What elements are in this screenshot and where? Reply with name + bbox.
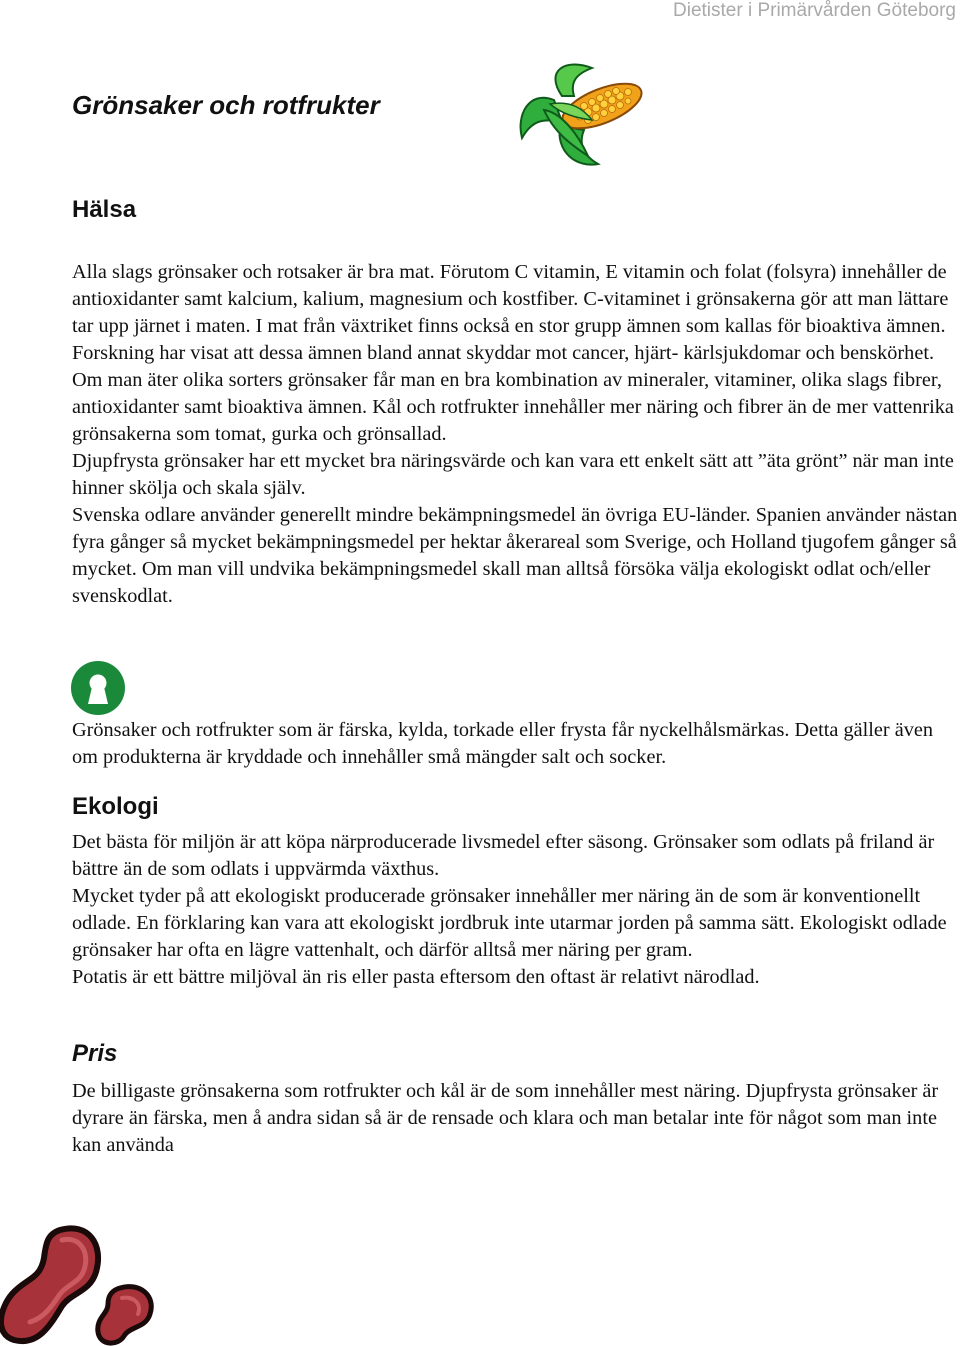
- section-heading-halsa: Hälsa: [72, 196, 137, 223]
- header-organization: Dietister i Primärvården Göteborg: [673, 0, 956, 21]
- paragraph: Djupfrysta grönsaker har ett mycket bra näringsvärde och kan vara ett enkelt sätt att ”äta grönt” när man inte hinner skölja och skala själv.: [72, 450, 954, 499]
- page-title: Grönsaker och rotfrukter: [72, 90, 380, 120]
- beans-icon: [0, 1222, 160, 1346]
- section-heading-pris: Pris: [72, 1040, 118, 1067]
- paragraph: Mycket tyder på att ekologiskt producerade grönsaker innehåller mer näring än de som är konventionellt odlade. En förklaring kan vara att ekologiskt jordbruk inte utarmar jorden på samma sätt. Ekologiskt odlade grönsaker har ofta en lägre vattenhalt, och därför alltså mer näring per gram.: [72, 885, 947, 961]
- corn-icon: [514, 60, 649, 172]
- paragraph: Svenska odlare använder generellt mindre bekämpningsmedel än övriga EU-länder. Spanien använder nästan fyra gånger så mycket bekämpningsmedel per hektar åkerareal som Sverige, och Holland tjugofem gånger så mycket. Om man vill undvika bekämpningsmedel skall man alltså försöka välja ekologiskt odlat och/eller svenskodlat.: [72, 504, 958, 607]
- keyhole-icon: [70, 660, 126, 716]
- keyhole-text: [72, 717, 960, 771]
- paragraph: Potatis är ett bättre miljöval än ris eller pasta eftersom den oftast är relativt närodlad.: [72, 966, 760, 988]
- section-body-pris: [72, 1078, 960, 1159]
- section-heading-ekologi: Ekologi: [72, 793, 159, 820]
- paragraph: Det bästa för miljön är att köpa närproducerade livsmedel efter säsong. Grönsaker som odlats på friland är bättre än de som odlats i uppvärmda växthus.: [72, 831, 935, 880]
- section-body-ekologi: [72, 829, 960, 991]
- section-body-halsa: [72, 259, 960, 610]
- paragraph: Alla slags grönsaker och rotsaker är bra mat. Förutom C vitamin, E vitamin och folat (folsyra) innehåller de antioxidanter samt kalcium, kalium, magnesium och kostfiber. C-vitaminet i grönsakerna gör att man lättare tar upp järnet i maten. I mat från växtriket finns också en stor grupp ämnen som kallas för bioaktiva ämnen. Forskning har visat att dessa ämnen bland annat skyddar mot cancer, hjärt- kärlsjukdomar och benskörhet. Om man äter olika sorters grönsaker får man en bra kombination av mineraler, vitaminer, olika slags fibrer, antioxidanter samt bioaktiva ämnen. Kål och rotfrukter innehåller mer näring och fibrer än de mer vattenrika grönsakerna som tomat, gurka och grönsallad.: [72, 261, 954, 445]
- paragraph: De billigaste grönsakerna som rotfrukter och kål är de som innehåller mest näring. Djupfrysta grönsaker är dyrare än färska, men å andra sidan så är de rensade och klara och man betalar inte för något som man inte kan använda: [72, 1080, 939, 1156]
- paragraph: Grönsaker och rotfrukter som är färska, kylda, torkade eller frysta får nyckelhålsmärkas. Detta gäller även om produkterna är kryddade och innehåller små mängder salt och socker.: [72, 719, 934, 768]
